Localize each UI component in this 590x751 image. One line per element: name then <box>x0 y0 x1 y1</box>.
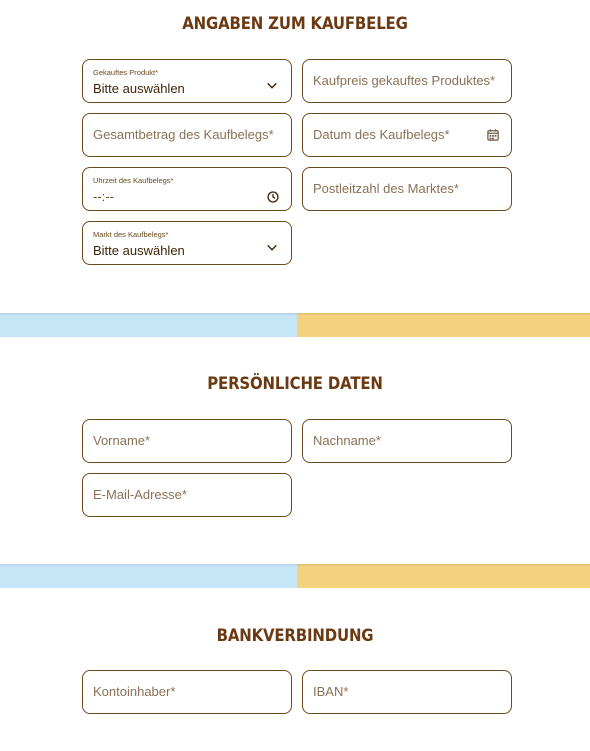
chevron-down-icon <box>265 82 279 92</box>
time-input[interactable] <box>82 167 292 211</box>
price-input[interactable] <box>302 59 512 103</box>
divider-band <box>0 564 590 588</box>
divider-band-shadow <box>0 313 590 315</box>
lastname-input-placeholder: Nachname* <box>313 433 381 448</box>
product-select-label: Gekauftes Produkt* <box>93 68 159 77</box>
section-title-personal: PERSÖNLICHE DATEN <box>207 374 383 394</box>
email-input[interactable] <box>82 473 292 517</box>
email-input-placeholder: E-Mail-Adresse* <box>93 487 187 502</box>
iban-input[interactable] <box>302 670 512 714</box>
divider-band <box>0 313 590 337</box>
clock-icon[interactable] <box>267 191 279 203</box>
iban-input-placeholder: IBAN* <box>313 684 349 699</box>
total-input[interactable] <box>82 113 292 157</box>
product-select-value: Bitte auswählen <box>93 81 185 96</box>
market-select-label: Markt des Kaufbelegs* <box>93 230 169 239</box>
account-holder-input[interactable] <box>82 670 292 714</box>
divider-band-shadow <box>0 564 590 566</box>
time-input-value: --:-- <box>93 189 114 204</box>
firstname-input[interactable] <box>82 419 292 463</box>
divider-band-blue <box>0 313 297 337</box>
divider-band-yellow <box>297 313 590 337</box>
divider-band-yellow <box>297 564 590 588</box>
zip-input-placeholder: Postleitzahl des Marktes* <box>313 181 459 196</box>
total-input-placeholder: Gesamtbetrag des Kaufbelegs* <box>93 127 274 142</box>
market-select[interactable] <box>82 221 292 265</box>
section-title-bank: BANKVERBINDUNG <box>216 626 374 646</box>
date-input[interactable] <box>302 113 512 157</box>
product-select[interactable] <box>82 59 292 103</box>
chevron-down-icon <box>265 244 279 254</box>
calendar-icon[interactable] <box>487 129 499 141</box>
date-input-placeholder: Datum des Kaufbelegs* <box>313 127 450 142</box>
time-input-label: Uhrzeit des Kaufbelegs* <box>93 176 174 185</box>
section-title-purchase: ANGABEN ZUM KAUFBELEG <box>182 14 408 34</box>
firstname-input-placeholder: Vorname* <box>93 433 151 448</box>
zip-input[interactable] <box>302 167 512 211</box>
lastname-input[interactable] <box>302 419 512 463</box>
account-holder-input-placeholder: Kontoinhaber* <box>93 684 176 699</box>
price-input-placeholder: Kaufpreis gekauftes Produktes* <box>313 73 496 88</box>
divider-band-blue <box>0 564 297 588</box>
market-select-value: Bitte auswählen <box>93 243 185 258</box>
